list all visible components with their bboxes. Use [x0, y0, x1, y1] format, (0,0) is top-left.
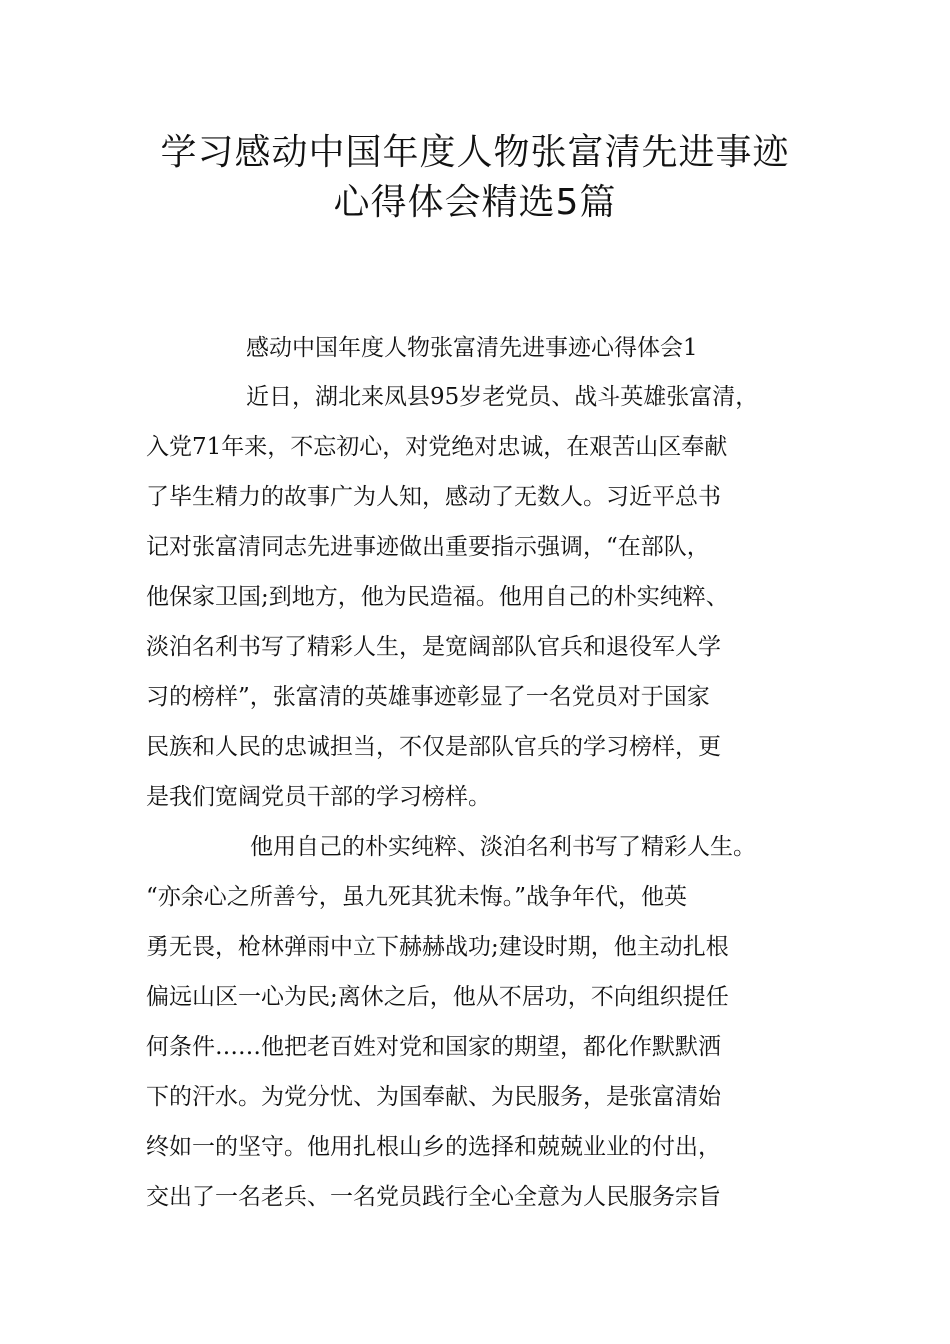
- document-title-line-1: 学习感动中国年度人物张富清先进事迹: [160, 132, 790, 173]
- paragraph-2-line: 何条件……他把老百姓对党和国家的期望，都化作默默洒: [146, 1034, 721, 1060]
- paragraph-2-line: “亦余心之所善兮，虽九死其犹未悔。”战争年代，他英: [146, 884, 688, 910]
- paragraph-2-line: 他用自己的朴实纯粹、淡泊名利书写了精彩人生。: [250, 834, 756, 860]
- paragraph-1-line: 是我们宽阔党员干部的学习榜样。: [146, 784, 491, 810]
- paragraph-1-line: 淡泊名利书写了精彩人生，是宽阔部队官兵和退役军人学: [146, 634, 721, 660]
- paragraph-1-line: 入党71年来，不忘初心，对党绝对忠诚，在艰苦山区奉献: [146, 434, 728, 460]
- paragraph-1-line: 近日，湖北来凤县95岁老党员、战斗英雄张富清，: [246, 384, 759, 410]
- paragraph-1-line: 他保家卫国;到地方，他为民造福。他用自己的朴实纯粹、: [146, 584, 729, 610]
- paragraph-2-line: 勇无畏，枪林弹雨中立下赫赫战功;建设时期，他主动扎根: [146, 934, 729, 960]
- paragraph-2-line: 终如一的坚守。他用扎根山乡的选择和兢兢业业的付出，: [146, 1134, 721, 1160]
- paragraph-2-line: 偏远山区一心为民;离休之后，他从不居功，不向组织提任: [146, 984, 729, 1010]
- paragraph-2-line: 下的汗水。为党分忧、为国奉献、为民服务，是张富清始: [146, 1084, 721, 1110]
- paragraph-1-line: 记对张富清同志先进事迹做出重要指示强调，“在部队，: [146, 534, 710, 560]
- paragraph-1-line: 了毕生精力的故事广为人知，感动了无数人。习近平总书: [146, 484, 721, 510]
- section-subheading: 感动中国年度人物张富清先进事迹心得体会1: [246, 335, 698, 361]
- paragraph-1-line: 习的榜样”，张富清的英雄事迹彰显了一名党员对于国家: [146, 684, 710, 710]
- document-title-line-2: 心得体会精选5篇: [333, 182, 617, 223]
- paragraph-2-line: 交出了一名老兵、一名党员践行全心全意为人民服务宗旨: [146, 1184, 721, 1210]
- paragraph-1-line: 民族和人民的忠诚担当，不仅是部队官兵的学习榜样，更: [146, 734, 721, 760]
